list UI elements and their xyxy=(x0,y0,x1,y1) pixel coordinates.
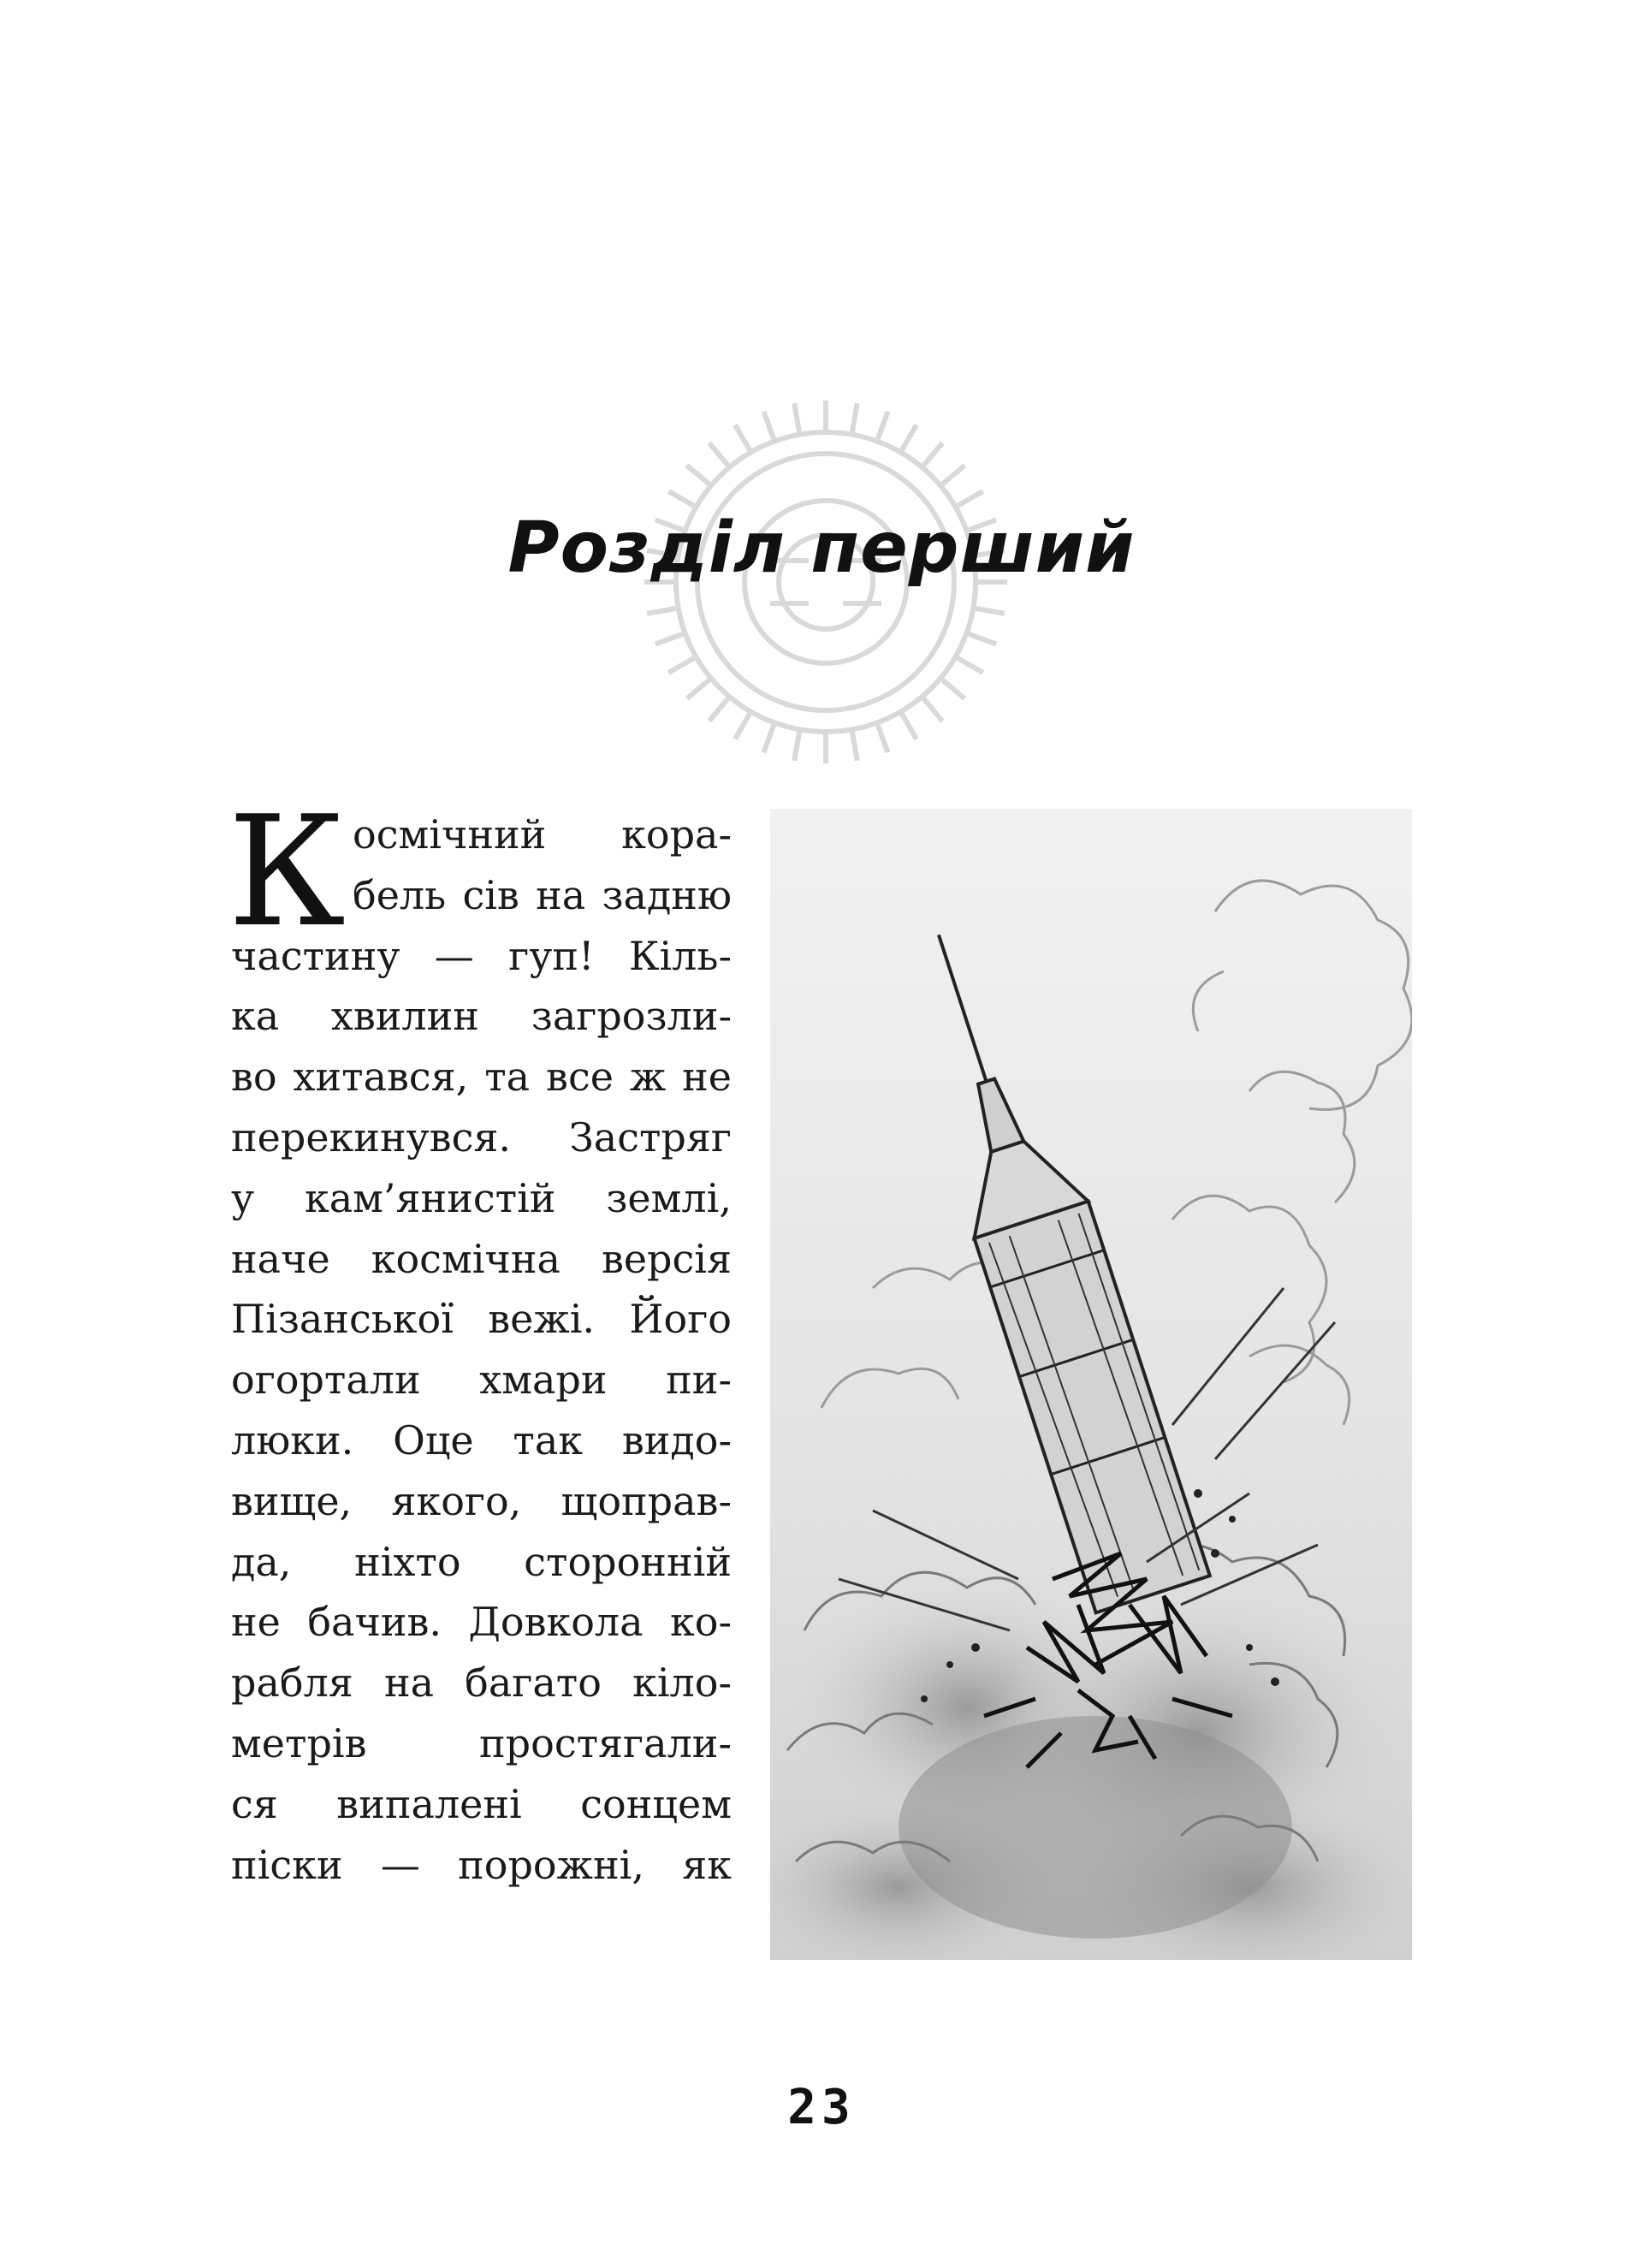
text-line: осмічний кора- xyxy=(353,811,732,858)
text-line: рабля на багато кіло- xyxy=(231,1659,732,1707)
text-line: частину — гуп! Кіль- xyxy=(231,932,732,979)
text-line: люки. Оце так видо- xyxy=(231,1417,732,1464)
text-line: вище, якого, щоправ- xyxy=(231,1477,732,1524)
body-text-column xyxy=(228,783,732,1888)
text-line: наче космічна версія xyxy=(231,1235,732,1282)
text-line: перекинувся. Застряг xyxy=(231,1114,732,1161)
text-line: да, ніхто сторонній xyxy=(231,1538,732,1585)
text-line: не бачив. Довкола ко- xyxy=(231,1599,732,1646)
text-line: у кам’янистій землі, xyxy=(231,1174,732,1221)
text-line: во хитався, та все ж не xyxy=(231,1054,732,1101)
drop-cap: К xyxy=(228,783,346,960)
text-line: ся випалені сонцем xyxy=(231,1780,732,1827)
text-line: бель сів на задню xyxy=(353,871,732,918)
chapter-title: Розділ перший xyxy=(507,508,1136,589)
text-line: Пізанської вежі. Його xyxy=(231,1296,732,1343)
page-number: 23 xyxy=(787,2080,856,2135)
rocket-illustration xyxy=(770,809,1412,1960)
text-line: ка хвилин загрозли- xyxy=(231,993,732,1040)
text-line: метрів простягали- xyxy=(231,1720,732,1766)
text-line: піски — порожні, як xyxy=(231,1841,732,1888)
text-line: огортали хмари пи- xyxy=(231,1357,732,1404)
